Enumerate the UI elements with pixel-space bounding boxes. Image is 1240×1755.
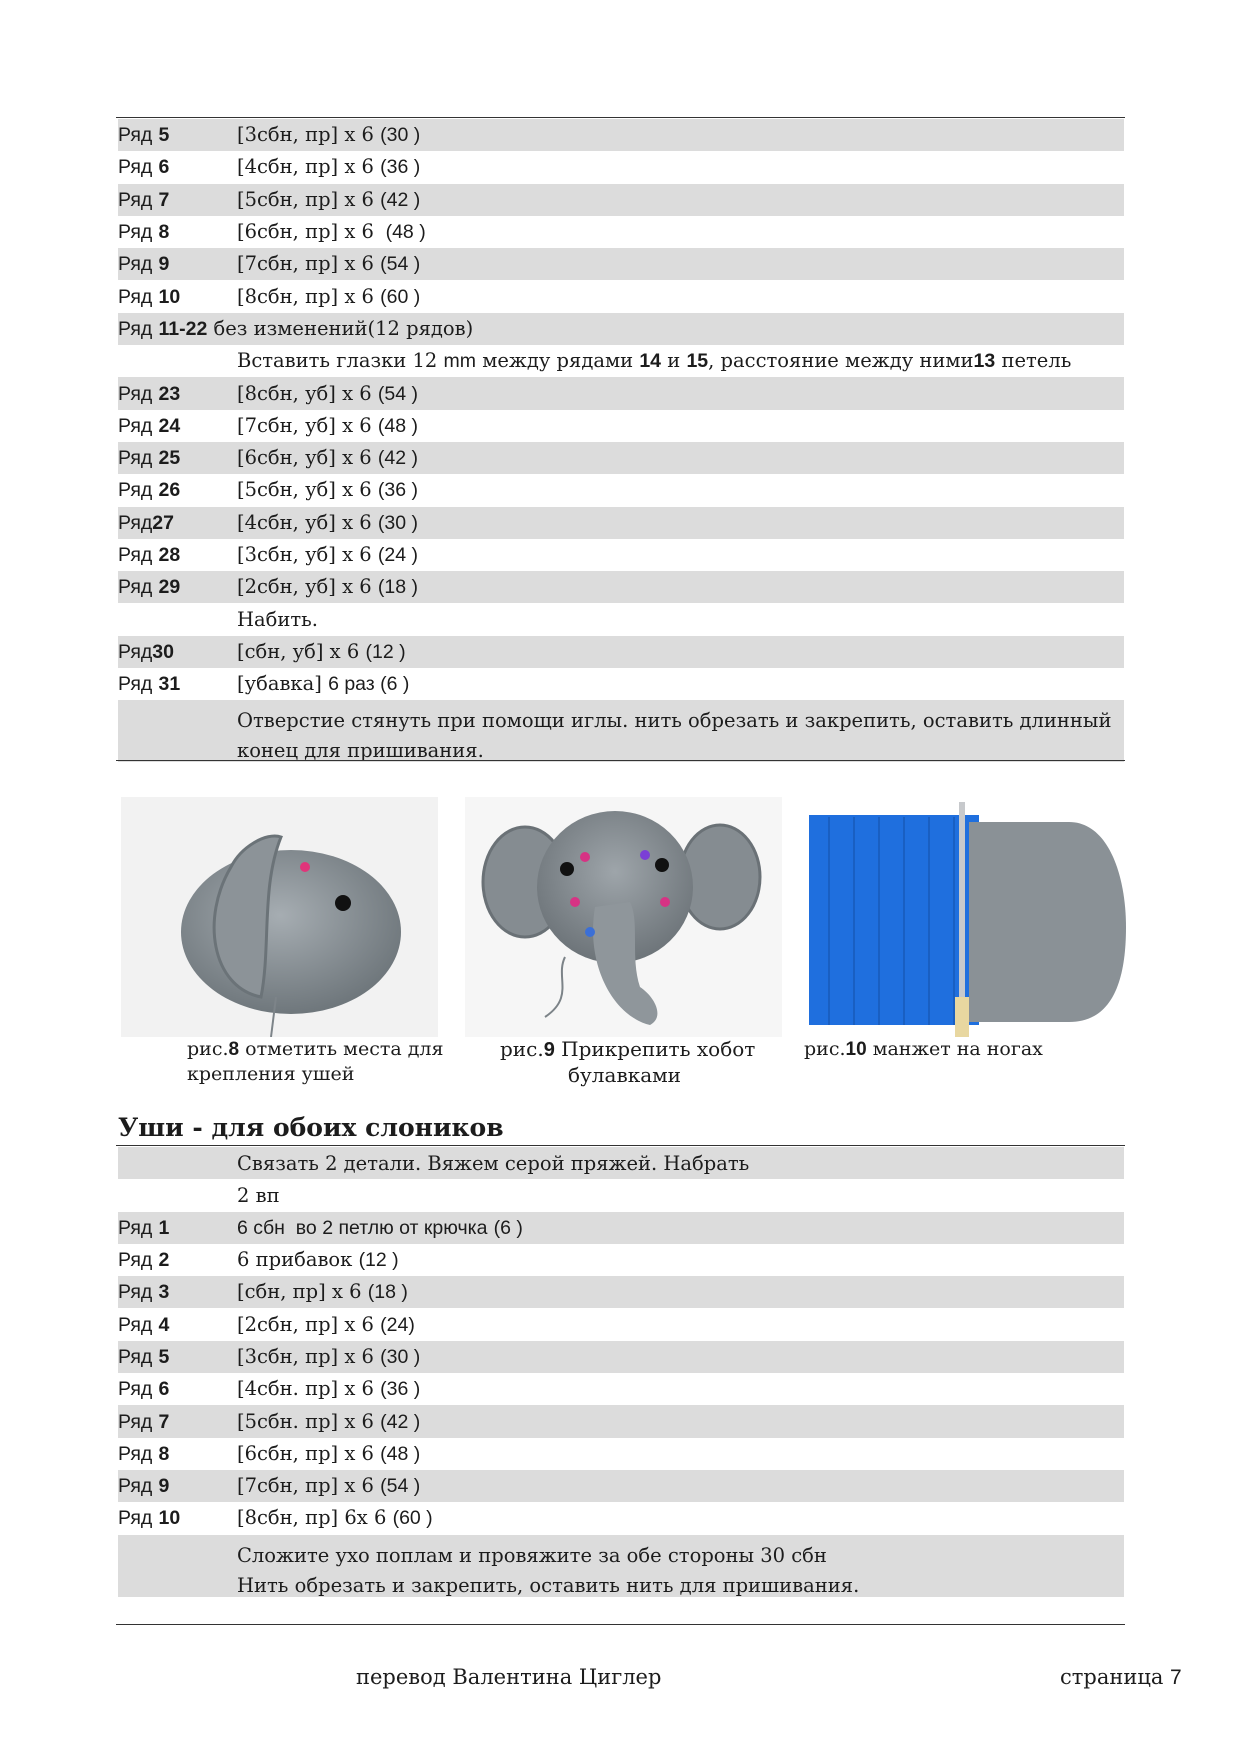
table-bottom-rule	[116, 760, 1125, 761]
table-row: Ряд 24 [7сбн, уб] х 6 (48 )	[118, 413, 419, 437]
caption-fig8: рис.8 отметить места для крепления ушей	[187, 1038, 444, 1085]
table-row: Ряд 31 [убавка] 6 раз (6 )	[118, 672, 410, 696]
table-row: Ряд 5 [3сбн, пр] х 6 (30 )	[118, 1341, 1124, 1373]
table-row: Ряд30 [сбн, уб] х 6 (12 )	[118, 636, 1124, 668]
head-rows-table	[118, 119, 1124, 762]
table-row-eyes-note: Вставить глазки 12 mm между рядами 14 и 15, расстояние между ними13 петель	[237, 349, 1072, 373]
caption-fig9: рис.9 Прикрепить хобот булавками	[500, 1037, 756, 1087]
table-row: Ряд 7 [5сбн, пр] х 6 (42 )	[118, 184, 1124, 216]
table-row-intro: 2 вп	[237, 1183, 280, 1207]
table-row: Ряд 1 6 сбн во 2 петлю от крючка (6 )	[118, 1212, 1124, 1244]
photo-elephant-head-ear	[121, 797, 438, 1037]
table-row: Ряд 10 [8сбн, пр] 6х 6 (60 )	[118, 1506, 433, 1530]
table-row: Ряд27 [4сбн, уб] х 6 (30 )	[118, 507, 1124, 539]
table-row-close-note: Отверстие стянуть при помощи иглы. нить обрезать и закрепить, оставить длинный конец для пришивания.	[118, 700, 1124, 762]
table-row: Ряд 8 [6сбн, пр] х 6 (48 )	[118, 1441, 421, 1465]
ears-top-rule	[116, 1145, 1125, 1146]
table-row: Ряд 8 [6сбн, пр] х 6 (48 )	[118, 220, 426, 244]
leg-cuff-illustration	[809, 797, 1126, 1037]
table-row: Ряд 23 [8сбн, уб] х 6 (54 )	[118, 377, 1124, 409]
footer-translator: перевод Валентина Циглер	[356, 1665, 662, 1689]
table-row: Ряд 29 [2сбн, уб] х 6 (18 )	[118, 571, 1124, 603]
table-row-intro: Связать 2 детали. Вяжем серой пряжей. Набрать	[118, 1147, 1124, 1179]
table-row: Ряд 10 [8сбн, пр] х 6 (60 )	[118, 284, 421, 308]
table-row-stuff-note: Набить.	[237, 608, 318, 632]
table-row: Ряд 5 [3сбн, пр] х 6 (30 )	[118, 119, 1124, 151]
photo-elephant-trunk	[465, 797, 782, 1037]
table-row: Ряд 2 6 прибавок (12 )	[118, 1248, 399, 1272]
top-rule	[116, 117, 1125, 118]
table-row: Ряд 7 [5сбн. пр] х 6 (42 )	[118, 1405, 1124, 1437]
elephant-trunk-illustration	[465, 797, 782, 1037]
table-row: Ряд 11-22 без изменений(12 рядов)	[118, 313, 1124, 345]
table-row: Ряд 4 [2сбн, пр] х 6 (24)	[118, 1312, 415, 1336]
table-row-finish-note: Сложите ухо поплам и провяжите за обе стороны 30 сбн Нить обрезать и закрепить, оставить нить для пришивания.	[118, 1535, 1124, 1597]
photo-leg-cuff	[809, 797, 1126, 1037]
table-row: Ряд 28 [3сбн, уб] х 6 (24 )	[118, 543, 419, 566]
table-row: Ряд 25 [6сбн, уб] х 6 (42 )	[118, 442, 1124, 474]
footer-rule	[116, 1624, 1125, 1625]
section-heading-ears: Уши - для обоих слоников	[118, 1113, 504, 1142]
table-row: Ряд 6 [4сбн. пр] х 6 (36 )	[118, 1377, 421, 1401]
table-row: Ряд 3 [сбн, пр] х 6 (18 )	[118, 1276, 1124, 1308]
table-row: Ряд 6 [4сбн, пр] х 6 (36 )	[118, 155, 421, 179]
table-row: Ряд 9 [7сбн, пр] х 6 (54 )	[118, 248, 1124, 280]
caption-fig10: рис.10 манжет на ногах	[804, 1038, 1043, 1060]
elephant-head-ear-illustration	[121, 797, 438, 1037]
table-row: Ряд 9 [7сбн, пр] х 6 (54 )	[118, 1470, 1124, 1502]
ears-table	[118, 1147, 1124, 1597]
table-row: Ряд 26 [5сбн, уб] х 6 (36 )	[118, 478, 419, 502]
footer-page-number: страница 7	[1060, 1665, 1182, 1689]
